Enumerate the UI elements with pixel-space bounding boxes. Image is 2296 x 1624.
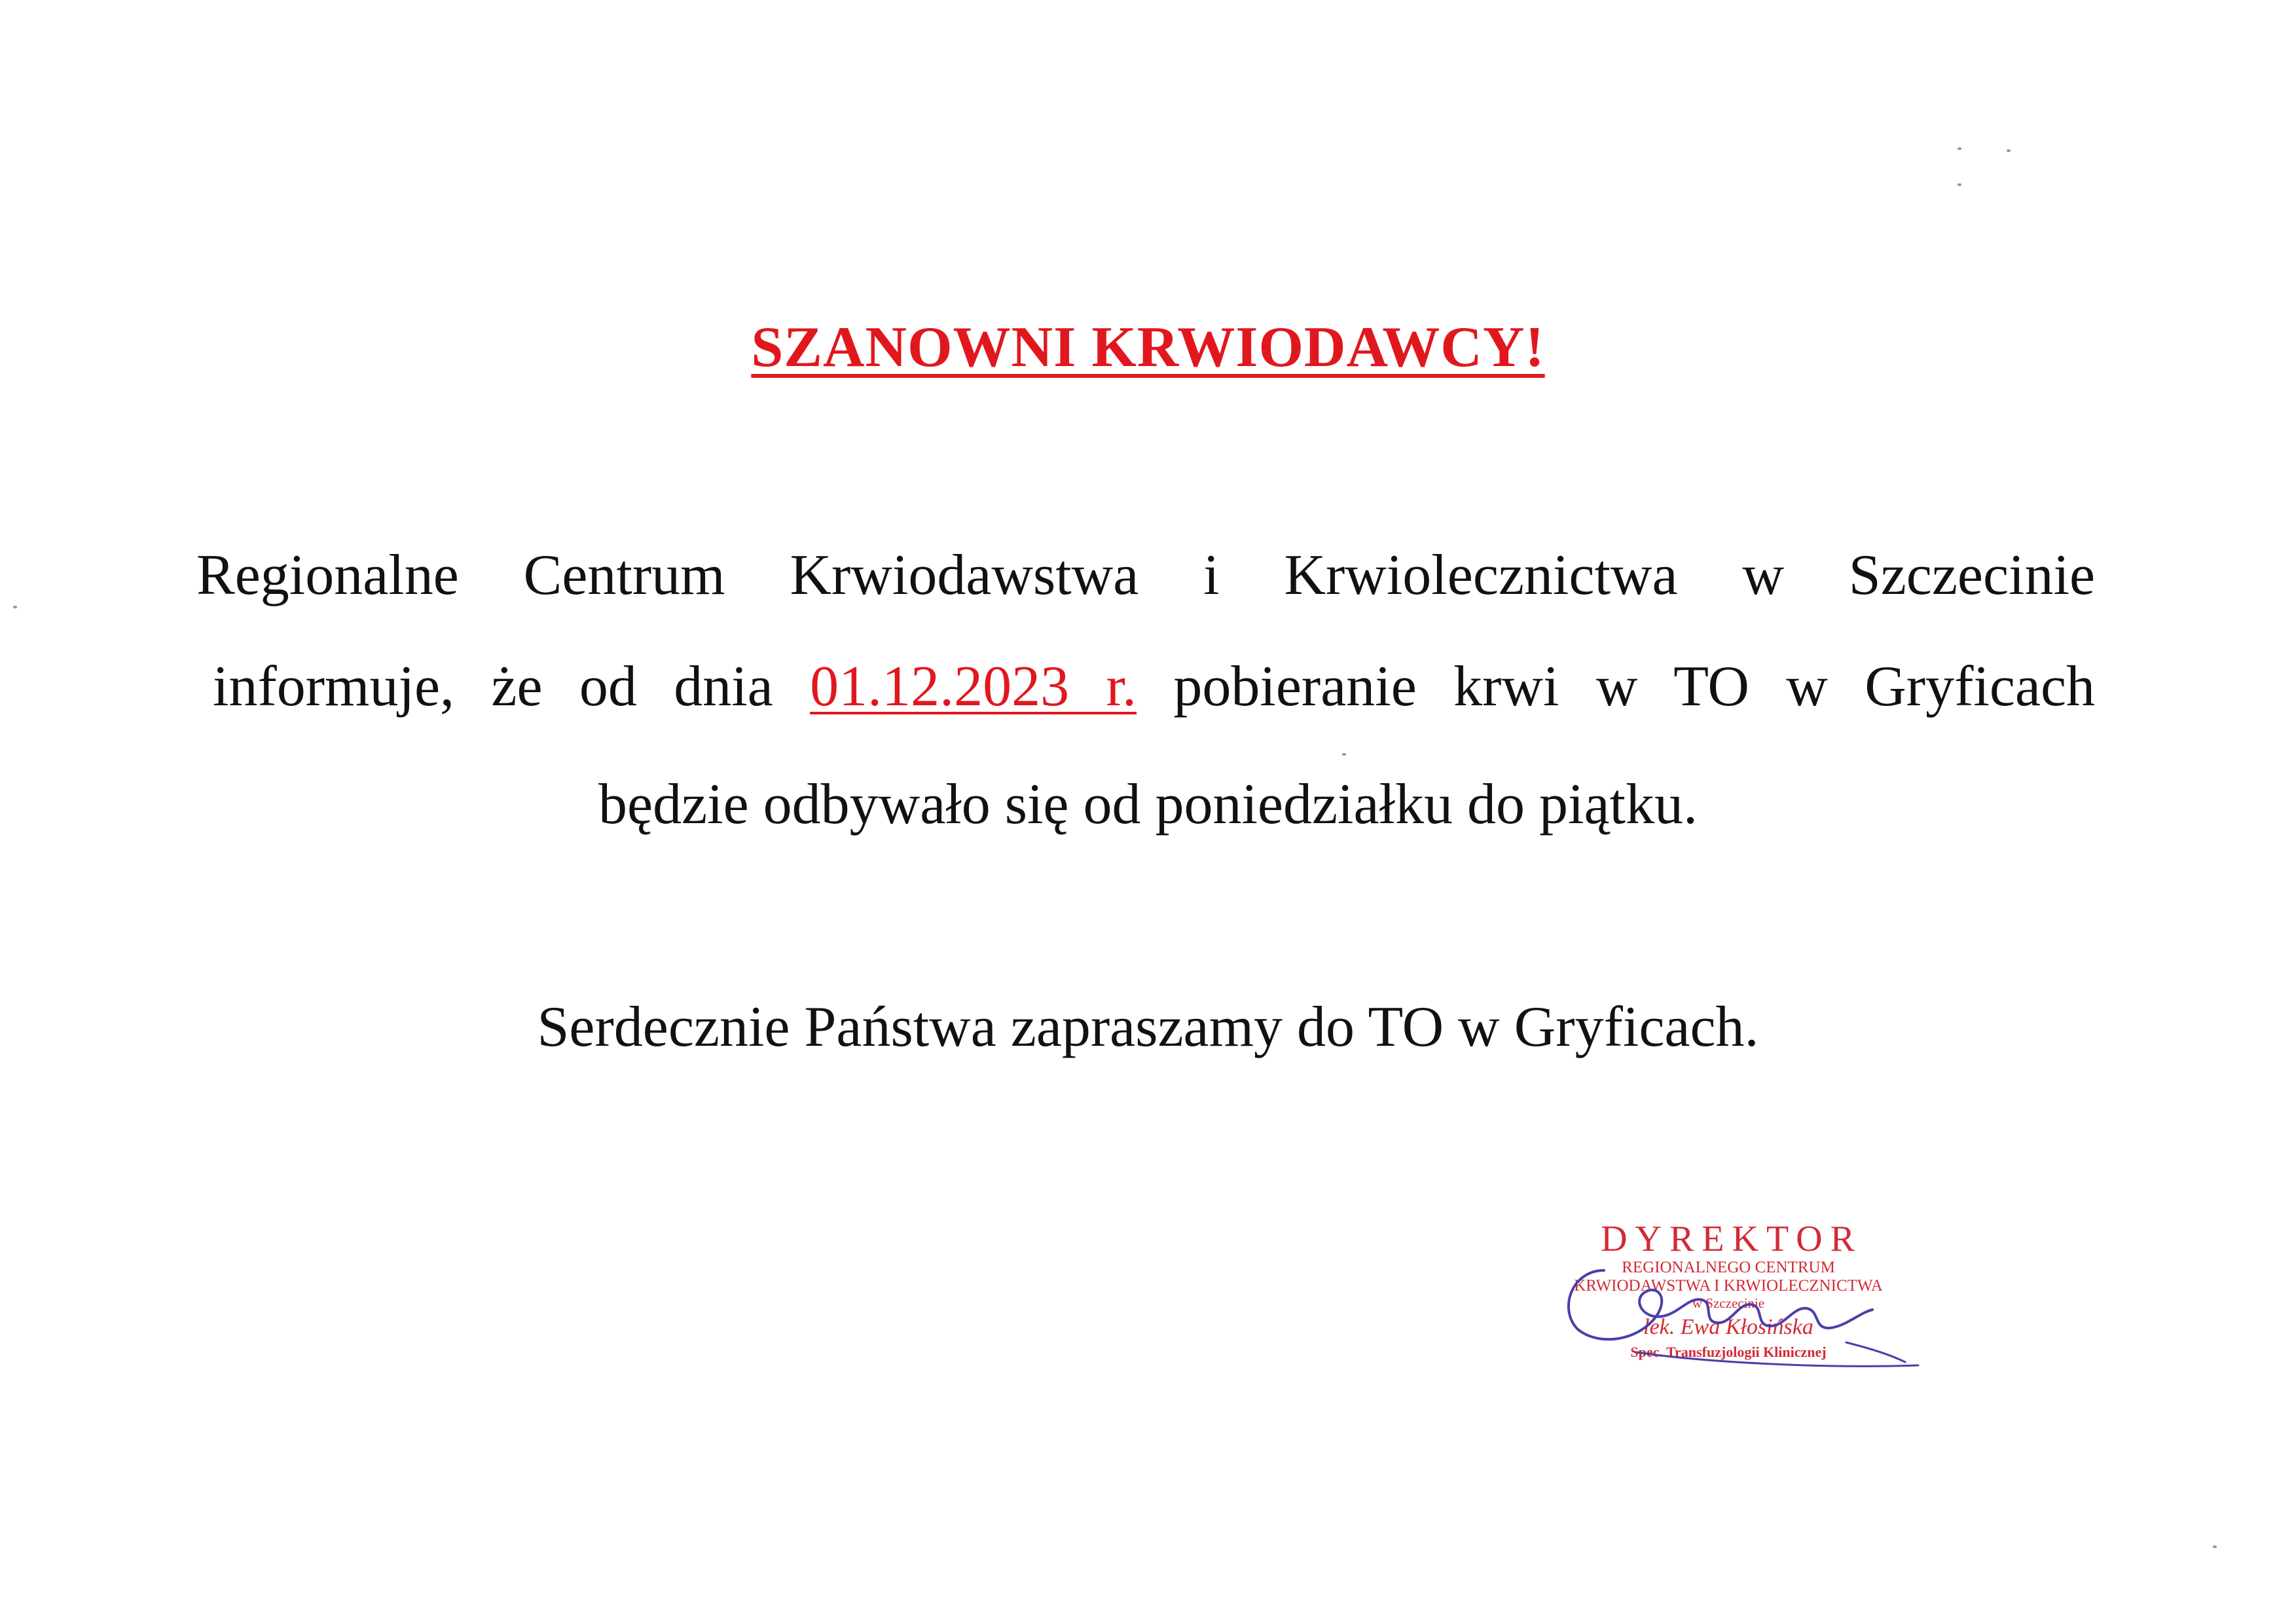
notice-line-1: Regionalne Centrum Krwiodawstwa i Krwiolecznictwa w Szczecinie [196,544,2095,607]
notice-line-3: będzie odbywało się od poniedziałku do piątku. [598,773,1698,836]
scan-speck [2007,149,2011,152]
scan-speck [13,606,17,608]
notice-line-2-end: pobieranie krwi w TO w Gryficach [1137,655,2096,718]
notice-line-2 [213,655,2096,718]
scan-speck [2213,1545,2217,1548]
handwritten-signature [1506,1231,1925,1388]
scan-speck [1958,147,1961,150]
stamp-line-3: w Szczecinie [1692,1295,1765,1311]
stamp-line-5: Spec. Transfuzjologii Klinicznej [1630,1344,1827,1360]
invitation-line: Serdecznie Państwa zapraszamy do TO w Gryficach. [537,995,1759,1059]
scan-speck [1958,183,1961,186]
notice-heading-text: SZANOWNI KRWIODAWCY! [751,316,1545,379]
scan-speck [1342,753,1346,756]
stamp-title: DYREKTOR [1601,1219,1863,1259]
effective-date: 01.12.2023 r. [810,655,1137,718]
stamp-line-1: REGIONALNEGO CENTRUM [1622,1259,1835,1276]
stamp-line-4: lek. Ewa Kłosińska [1643,1315,1813,1339]
notice-line-2-start: informuje, że od dnia [213,655,811,718]
stamp-line-2: KRWIODAWSTWA I KRWIOLECZNICTWA [1574,1277,1883,1295]
notice-heading [0,314,2296,380]
